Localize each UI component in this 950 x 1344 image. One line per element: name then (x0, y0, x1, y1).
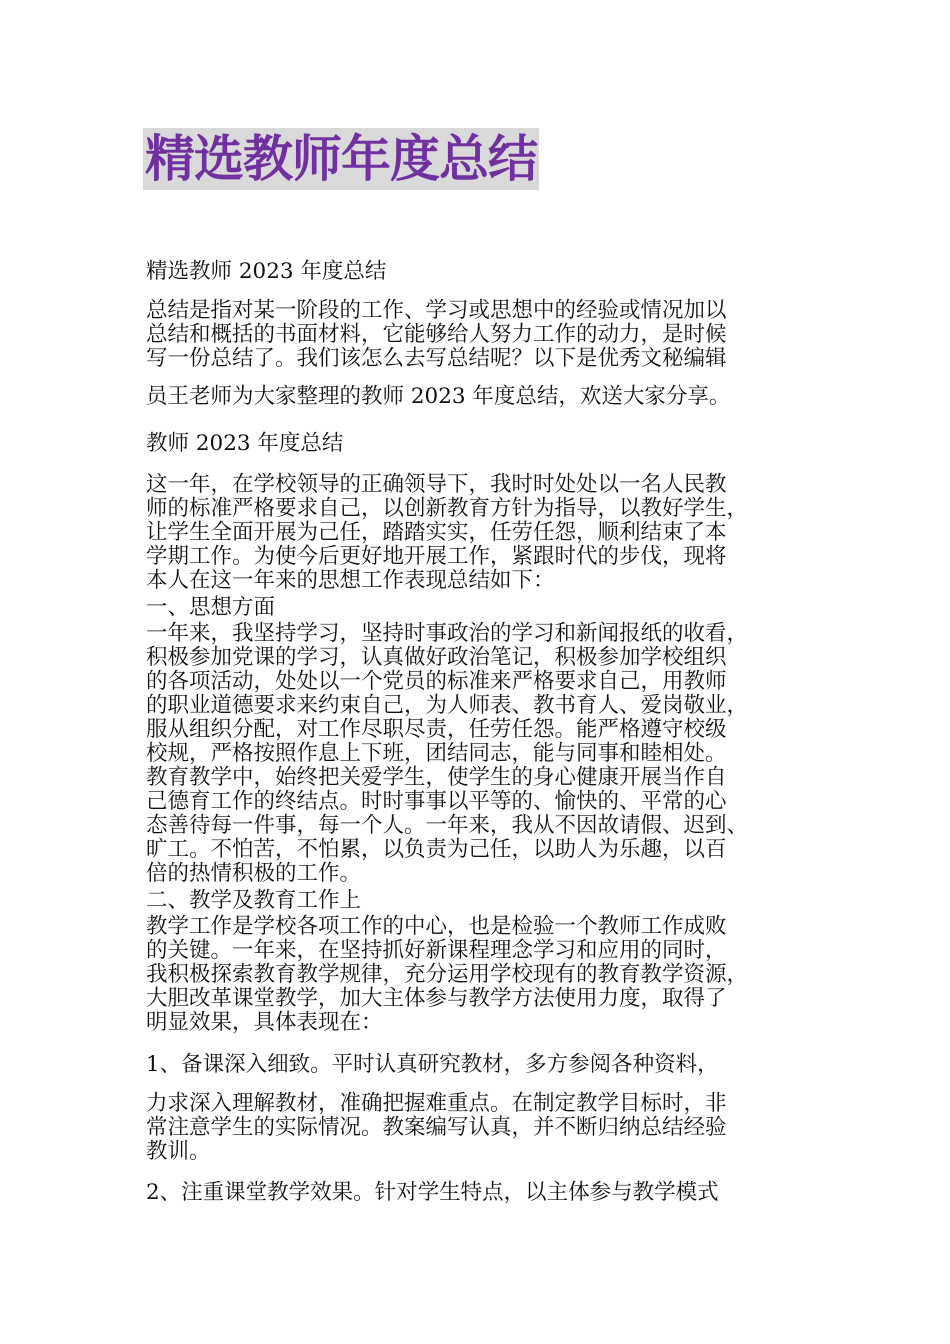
text-line: 教育教学中，始终把关爱学生，使学生的身心健康开展当作自 (146, 765, 727, 790)
text-line: 教训。 (146, 1139, 211, 1164)
text-line: 总结是指对某一阶段的工作、学习或思想中的经验或情况加以 (146, 298, 727, 323)
text-line: 旷工。不怕苦，不怕累，以负责为己任，以助人为乐趣，以百 (146, 837, 727, 862)
text-line: 校规，严格按照作息上下班，团结同志，能与同事和睦相处。 (146, 741, 727, 766)
text-line: 大胆改革课堂教学，加大主体参与教学方法使用力度，取得了 (146, 986, 727, 1011)
text-line: 总结和概括的书面材料，它能够给人努力工作的动力，是时候 (146, 322, 727, 347)
text-line: 1、备课深入细致。平时认真研究教材，多方参阅各种资料， (146, 1052, 719, 1077)
document-title: 精选教师年度总结 (145, 130, 537, 188)
text-line: 二、教学及教育工作上 (146, 888, 362, 913)
text-line: 教学工作是学校各项工作的中心，也是检验一个教师工作成败 (146, 914, 727, 939)
text-line: 明显效果，具体表现在： (146, 1010, 383, 1035)
text-line: 的关键。一年来，在坚持抓好新课程理念学习和应用的同时， (146, 938, 727, 963)
text-line: 学期工作。为使今后更好地开展工作，紧跟时代的步伐，现将 (146, 544, 727, 569)
text-line: 师的标准严格要求自己，以创新教育方针为指导，以教好学生， (146, 496, 749, 521)
text-line: 常注意学生的实际情况。教案编写认真，并不断归纳总结经验 (146, 1115, 727, 1140)
text-line: 力求深入理解教材，准确把握难重点。在制定教学目标时，非 (146, 1091, 727, 1116)
text-line: 2、注重课堂教学效果。针对学生特点，以主体参与教学模式 (146, 1180, 719, 1205)
text-line: 写一份总结了。我们该怎么去写总结呢？以下是优秀文秘编辑 (146, 346, 727, 371)
text-line: 的各项活动，处处以一个党员的标准来严格要求自己，用教师 (146, 669, 727, 694)
text-line: 积极参加党课的学习，认真做好政治笔记，积极参加学校组织 (146, 645, 727, 670)
text-line: 己德育工作的终结点。时时事事以平等的、愉快的、平常的心 (146, 789, 727, 814)
text-line: 倍的热情积极的工作。 (146, 861, 362, 886)
text-line: 服从组织分配，对工作尽职尽责，任劳任怨。能严格遵守校级 (146, 717, 727, 742)
text-line: 一、思想方面 (146, 595, 276, 620)
title-highlight (143, 128, 539, 190)
text-line: 一年来，我坚持学习，坚持时事政治的学习和新闻报纸的收看， (146, 621, 749, 646)
text-line: 这一年，在学校领导的正确领导下，我时时处处以一名人民教 (146, 472, 727, 497)
text-line: 让学生全面开展为己任，踏踏实实，任劳任怨，顺利结束了本 (146, 520, 727, 545)
text-line: 员王老师为大家整理的教师 2023 年度总结，欢送大家分享。 (146, 384, 731, 409)
text-line: 教师 2023 年度总结 (146, 431, 344, 456)
text-line: 态善待每一件事，每一个人。一年来，我从不因故请假、迟到、 (146, 813, 749, 838)
text-line: 我积极探索教育教学规律，充分运用学校现有的教育教学资源， (146, 962, 749, 987)
text-line: 精选教师 2023 年度总结 (146, 259, 387, 284)
text-line: 的职业道德要求来约束自己，为人师表、教书育人、爱岗敬业， (146, 693, 749, 718)
text-line: 本人在这一年来的思想工作表现总结如下： (146, 568, 555, 593)
